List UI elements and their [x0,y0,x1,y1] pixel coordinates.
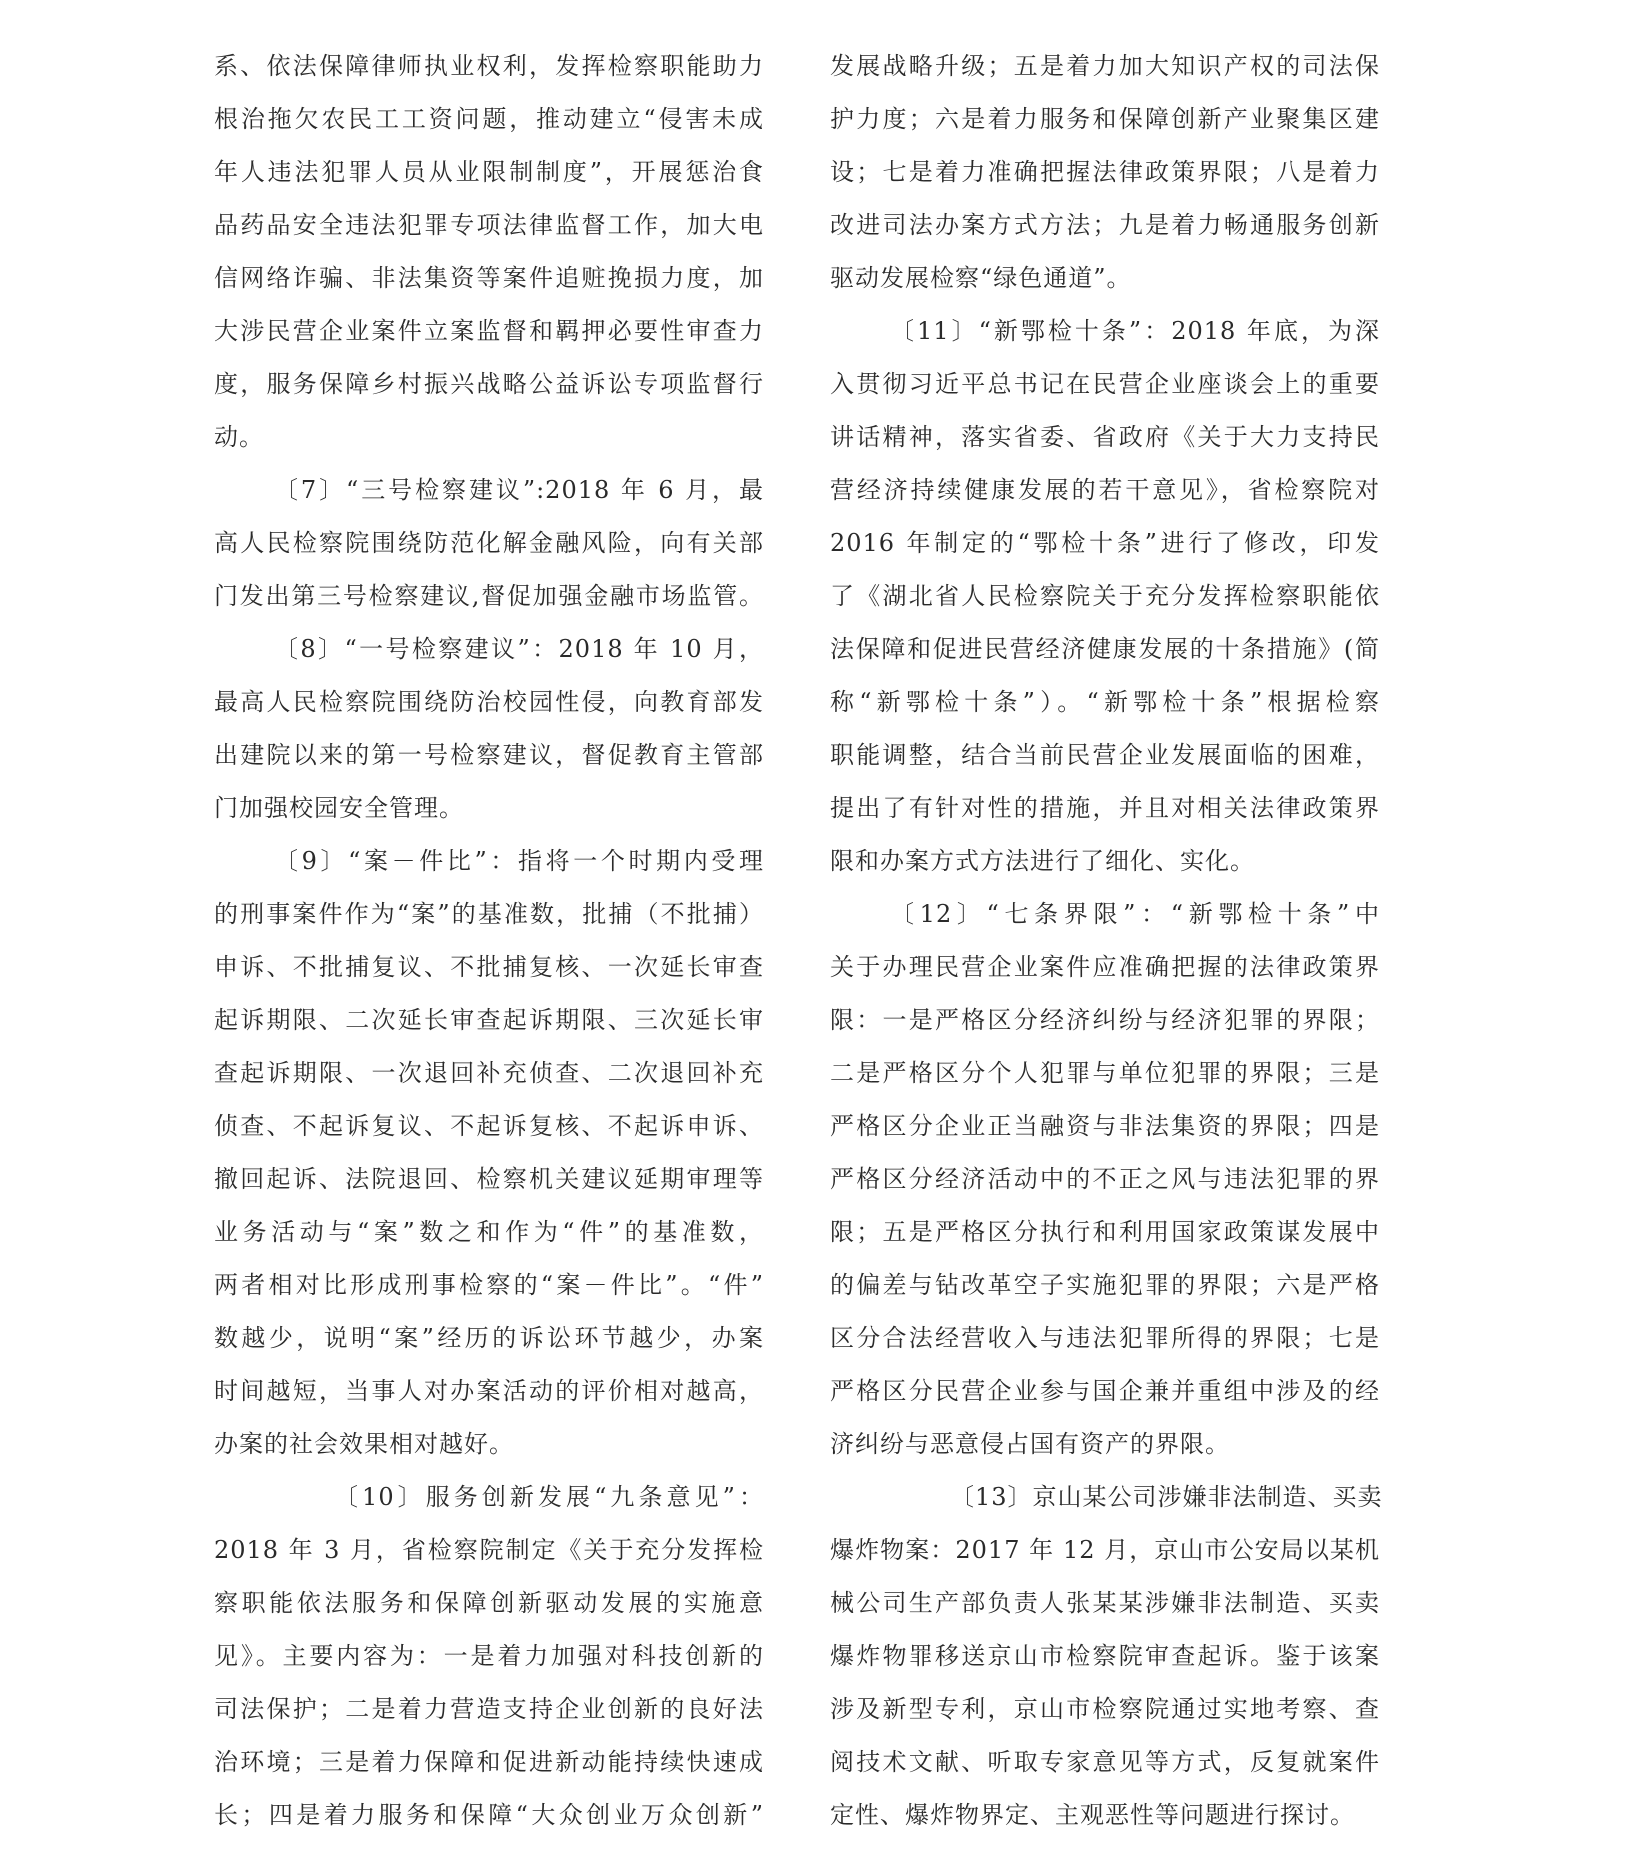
text-line: 出建院以来的第一号检察建议，督促教育主管部 [214,741,764,769]
text-line: 〔12〕“七条界限”：“新鄂检十条”中 [890,900,1380,928]
text-line: 提出了有针对性的措施，并且对相关法律政策界 [830,794,1380,822]
text-line: 爆炸物罪移送京山市检察院审查起诉。鉴于该案 [830,1642,1380,1670]
text-line: 二是严格区分个人犯罪与单位犯罪的界限；三是 [830,1059,1380,1087]
text-line: 区分合法经营收入与违法犯罪所得的界限；七是 [830,1324,1380,1352]
text-line: 爆炸物案：2017 年 12 月，京山市公安局以某机 [830,1536,1380,1564]
text-line: 涉及新型专利，京山市检察院通过实地考察、查 [830,1695,1380,1723]
text-line: 了《湖北省人民检察院关于充分发挥检察职能依 [830,582,1380,610]
text-line: 2018 年 3 月，省检察院制定《关于充分发挥检 [214,1536,764,1564]
text-line: 严格区分民营企业参与国企兼并重组中涉及的经 [830,1377,1380,1405]
text-line: 2016 年制定的“鄂检十条”进行了修改，印发 [830,529,1380,557]
text-line: 最高人民检察院围绕防治校园性侵，向教育部发 [214,688,764,716]
text-line: 法保障和促进民营经济健康发展的十条措施》(简 [830,635,1380,663]
text-line: 司法保护；二是着力营造支持企业创新的良好法 [214,1695,764,1723]
text-line: 根治拖欠农民工工资问题，推动建立“侵害未成 [214,105,764,133]
text-line: 讲话精神，落实省委、省政府《关于大力支持民 [830,423,1380,451]
text-line: 门发出第三号检察建议,督促加强金融市场监管。 [214,582,764,610]
right-text-column [830,40,1383,1842]
text-line: 改进司法办案方式方法；九是着力畅通服务创新 [830,211,1380,239]
text-line: 限和办案方式方法进行了细化、实化。 [830,847,1255,875]
text-line: 动。 [214,423,264,451]
text-line: 阅技术文献、听取专家意见等方式，反复就案件 [830,1748,1380,1776]
text-line: 见》。主要内容为：一是着力加强对科技创新的 [214,1642,764,1670]
text-line: 称“新鄂检十条”）。“新鄂检十条”根据检察 [830,688,1380,716]
text-line: 办案的社会效果相对越好。 [214,1430,514,1458]
text-line: 〔10〕服务创新发展“九条意见”： [334,1483,764,1511]
text-line: 品药品安全违法犯罪专项法律监督工作，加大电 [214,211,764,239]
text-line: 高人民检察院围绕防范化解金融风险，向有关部 [214,529,764,557]
text-line: 〔7〕“三号检察建议”:2018 年 6 月，最 [274,476,764,504]
text-line: 度，服务保障乡村振兴战略公益诉讼专项监督行 [214,370,764,398]
text-line: 械公司生产部负责人张某某涉嫌非法制造、买卖 [830,1589,1380,1617]
text-line: 严格区分经济活动中的不正之风与违法犯罪的界 [830,1165,1380,1193]
text-line: 数越少，说明“案”经历的诉讼环节越少，办案 [214,1324,764,1352]
text-line: 〔8〕“一号检察建议”：2018 年 10 月， [274,635,764,663]
text-line: 护力度；六是着力服务和保障创新产业聚集区建 [830,105,1380,133]
text-line: 年人违法犯罪人员从业限制制度”，开展惩治食 [214,158,764,186]
text-line: 长；四是着力服务和保障“大众创业万众创新” [214,1801,764,1829]
text-line: 职能调整，结合当前民营企业发展面临的困难， [830,741,1380,769]
text-line: 系、依法保障律师执业权利，发挥检察职能助力 [214,52,764,80]
text-line: 定性、爆炸物界定、主观恶性等问题进行探讨。 [830,1801,1355,1829]
text-line: 〔13〕京山某公司涉嫌非法制造、买卖 [950,1483,1383,1511]
text-line: 限；五是严格区分执行和利用国家政策谋发展中 [830,1218,1380,1246]
text-line: 察职能依法服务和保障创新驱动发展的实施意 [214,1589,764,1617]
text-line: 大涉民营企业案件立案监督和羁押必要性审查力 [214,317,764,345]
text-line: 营经济持续健康发展的若干意见》，省检察院对 [830,476,1380,504]
text-line: 信网络诈骗、非法集资等案件追赃挽损力度，加 [214,264,764,292]
text-line: 的刑事案件作为“案”的基准数，批捕（不批捕） [214,900,764,928]
text-line: 侦查、不起诉复议、不起诉复核、不起诉申诉、 [214,1112,764,1140]
text-line: 业务活动与“案”数之和作为“件”的基准数， [214,1218,764,1246]
text-line: 发展战略升级；五是着力加大知识产权的司法保 [830,52,1380,80]
text-line: 〔11〕“新鄂检十条”：2018 年底，为深 [890,317,1380,345]
text-line: 起诉期限、二次延长审查起诉期限、三次延长审 [214,1006,764,1034]
text-line: 限：一是严格区分经济纠纷与经济犯罪的界限； [830,1006,1380,1034]
text-line: 驱动发展检察“绿色通道”。 [830,264,1132,292]
text-line: 入贯彻习近平总书记在民营企业座谈会上的重要 [830,370,1380,398]
text-line: 申诉、不批捕复议、不批捕复核、一次延长审查 [214,953,764,981]
text-line: 门加强校园安全管理。 [214,794,464,822]
text-line: 时间越短，当事人对办案活动的评价相对越高， [214,1377,764,1405]
text-line: 治环境；三是着力保障和促进新动能持续快速成 [214,1748,764,1776]
text-line: 两者相对比形成刑事检察的“案－件比”。“件” [214,1271,764,1299]
left-text-column [214,40,764,1842]
text-line: 设；七是着力准确把握法律政策界限；八是着力 [830,158,1380,186]
text-line: 〔9〕“案－件比”：指将一个时期内受理 [274,847,764,875]
text-line: 严格区分企业正当融资与非法集资的界限；四是 [830,1112,1380,1140]
text-line: 查起诉期限、一次退回补充侦查、二次退回补充 [214,1059,764,1087]
text-line: 济纠纷与恶意侵占国有资产的界限。 [830,1430,1230,1458]
text-line: 撤回起诉、法院退回、检察机关建议延期审理等 [214,1165,764,1193]
text-line: 的偏差与钻改革空子实施犯罪的界限；六是严格 [830,1271,1380,1299]
text-line: 关于办理民营企业案件应准确把握的法律政策界 [830,953,1380,981]
